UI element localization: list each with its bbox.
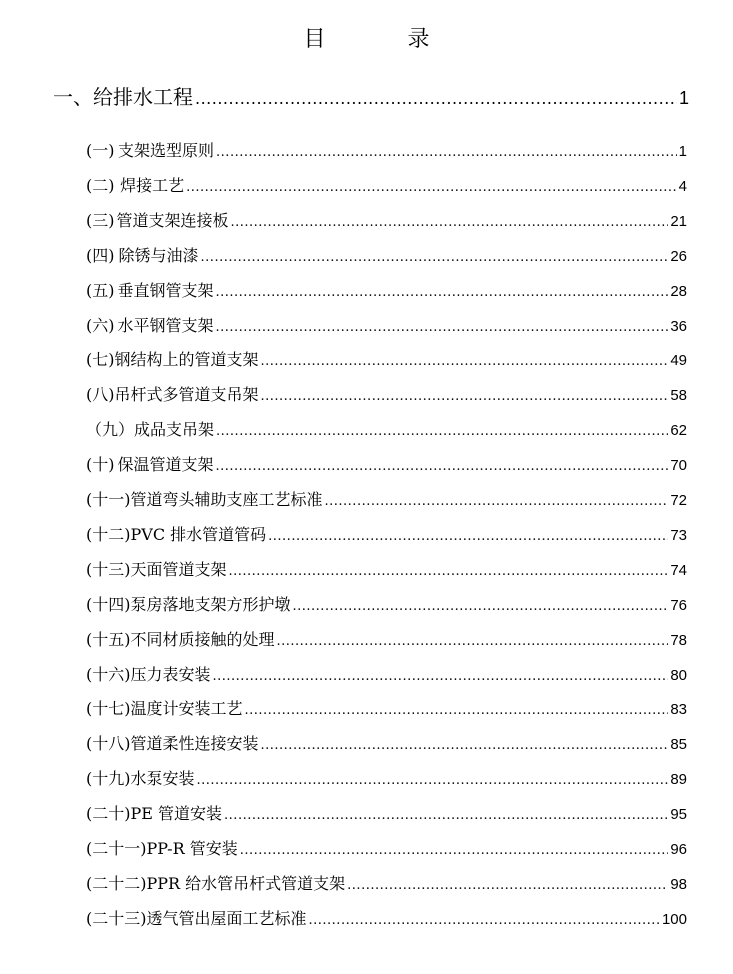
leader-dots: [197, 769, 669, 788]
toc-item-label: 透气管出屋面工艺标准: [146, 908, 307, 928]
toc-item-page: 98: [670, 875, 687, 893]
toc-item-page: 95: [670, 806, 687, 824]
toc-item-label: PPR 给水管吊杆式管道支架: [146, 873, 346, 893]
toc-item[interactable]: [86, 766, 687, 790]
leader-dots: [240, 839, 669, 858]
toc-item[interactable]: [86, 627, 687, 651]
chapter-label: 一、给排水工程: [53, 85, 193, 109]
page-title: 目 录: [303, 27, 460, 52]
toc-item-page: 21: [670, 212, 687, 230]
leader-dots: [216, 281, 669, 300]
leader-dots: [309, 909, 660, 928]
toc-item-page: 70: [670, 457, 687, 475]
leader-dots: [230, 211, 668, 230]
toc-item-number: (十八): [86, 734, 131, 754]
toc-item-label: 不同材质接触的处理: [130, 629, 275, 649]
toc-item[interactable]: [86, 208, 687, 232]
toc-item-label: 吊杆式多管道支吊架: [114, 385, 259, 405]
toc-item-page: 4: [678, 177, 687, 195]
toc-item[interactable]: [86, 487, 687, 511]
toc-item[interactable]: [86, 347, 687, 371]
toc-item-label: 水平钢管支架: [117, 315, 214, 335]
leader-dots: [347, 874, 668, 893]
toc-item-number: (十): [86, 455, 115, 475]
toc-item-number: (十三): [86, 559, 131, 579]
toc-item-label: 成品支吊架: [134, 420, 215, 440]
toc-item-number: （九）: [86, 420, 135, 440]
toc-item-number: (二十一): [86, 839, 147, 858]
toc-item-page: 89: [670, 771, 687, 789]
toc-item-label: 除锈与油漆: [118, 245, 199, 265]
toc-item[interactable]: [86, 278, 687, 302]
toc-item[interactable]: [86, 836, 687, 860]
toc-item-page: 73: [670, 526, 687, 544]
toc-item-label: 垂直钢管支架: [117, 280, 214, 300]
toc-item-number: (十六): [86, 664, 131, 684]
leader-dots: [186, 176, 677, 195]
toc-item-label: 焊接工艺: [120, 175, 185, 195]
toc-item-page: 76: [670, 596, 687, 614]
toc-item-page: 80: [670, 666, 687, 684]
toc-item-label: PP-R 管安装: [146, 839, 238, 858]
toc-item-label: 泵房落地支架方形护墩: [130, 594, 291, 614]
toc-item-label: 温度计安装工艺: [130, 699, 243, 719]
toc-chapter[interactable]: [53, 81, 689, 110]
toc-item[interactable]: [86, 173, 687, 197]
leader-dots: [277, 630, 669, 649]
toc-item-label: 水泵安装: [130, 769, 195, 789]
toc-item-number: (十七): [86, 699, 131, 719]
toc-item-number: (二十): [86, 804, 131, 824]
toc-item-number: (十五): [86, 629, 131, 649]
toc-item-number: (十一): [86, 490, 131, 509]
toc-item-page: 74: [670, 561, 687, 579]
toc-item[interactable]: [86, 696, 687, 720]
toc-item-number: (七): [86, 350, 115, 370]
leader-dots: [261, 734, 669, 753]
toc-item[interactable]: [86, 871, 687, 895]
toc-item-page: 85: [670, 736, 687, 754]
toc-item-number: (十四): [86, 594, 131, 614]
toc-item-number: (四): [86, 245, 115, 265]
chapter-page: 1: [678, 88, 689, 108]
toc-item[interactable]: [86, 662, 687, 686]
leader-dots: [261, 350, 669, 369]
toc-item[interactable]: [86, 243, 687, 267]
toc-item-number: (十九): [86, 769, 131, 789]
leader-dots: [261, 385, 669, 404]
toc-item[interactable]: [86, 801, 687, 825]
toc-item-page: 28: [670, 282, 687, 300]
leader-dots: [195, 85, 677, 109]
leader-dots: [216, 316, 669, 335]
leader-dots: [216, 455, 669, 474]
leader-dots: [213, 665, 669, 684]
toc-item-page: 78: [670, 631, 687, 649]
toc-item-label: 管道柔性连接安装: [130, 734, 259, 754]
toc-item-number: (五): [86, 280, 115, 300]
toc-item-page: 58: [670, 387, 687, 405]
toc-item-label: 钢结构上的管道支架: [114, 350, 259, 370]
leader-dots: [229, 560, 669, 579]
leader-dots: [245, 699, 669, 718]
toc-item-page: 72: [670, 492, 687, 509]
toc-item-page: 49: [670, 352, 687, 370]
toc-item-page: 62: [670, 422, 687, 440]
toc-item-page: 96: [670, 841, 687, 858]
toc-item-number: (二十二): [86, 873, 147, 893]
toc-item-page: 83: [670, 701, 687, 719]
toc-item[interactable]: [86, 731, 687, 755]
toc-item[interactable]: [86, 417, 687, 441]
toc-item-number: (二): [86, 175, 115, 195]
toc-item-number: (八): [86, 385, 115, 405]
toc-item[interactable]: [86, 313, 687, 337]
toc-item[interactable]: [86, 592, 687, 616]
leader-dots: [224, 804, 668, 823]
toc-item-label: 管道弯头辅助支座工艺标准: [130, 490, 323, 509]
toc-item-number: (一): [86, 141, 115, 160]
toc-item-label: 天面管道支架: [130, 559, 227, 579]
toc-item-label: 支架选型原则: [118, 141, 215, 160]
leader-dots: [268, 525, 668, 544]
toc-item-label: 管道支架连接板: [116, 210, 229, 230]
toc-item[interactable]: [86, 557, 687, 581]
toc-item[interactable]: [86, 382, 687, 406]
toc-item-page: 26: [670, 247, 687, 265]
toc-item-label: PE 管道安装: [130, 804, 223, 824]
leader-dots: [293, 595, 669, 614]
toc-item-label: 保温管道支架: [117, 455, 214, 475]
leader-dots: [325, 490, 669, 509]
leader-dots: [201, 246, 669, 265]
toc-item[interactable]: [86, 522, 687, 546]
toc-item-label: 压力表安装: [130, 664, 211, 684]
toc-item[interactable]: [86, 906, 687, 930]
toc-item-number: (十二): [86, 524, 131, 544]
toc-item-page: 36: [670, 317, 687, 335]
toc-item-page: 1: [678, 143, 687, 160]
leader-dots: [216, 420, 668, 439]
toc-item-page: 100: [661, 910, 687, 928]
toc-item[interactable]: [86, 452, 687, 476]
toc-item[interactable]: [86, 138, 687, 162]
toc-item-number: (三): [86, 210, 115, 230]
toc-item-number: (二十三): [86, 908, 147, 928]
leader-dots: [216, 141, 677, 160]
toc-item-label: PVC 排水管道管码: [130, 524, 267, 544]
toc-item-number: (六): [86, 315, 115, 335]
